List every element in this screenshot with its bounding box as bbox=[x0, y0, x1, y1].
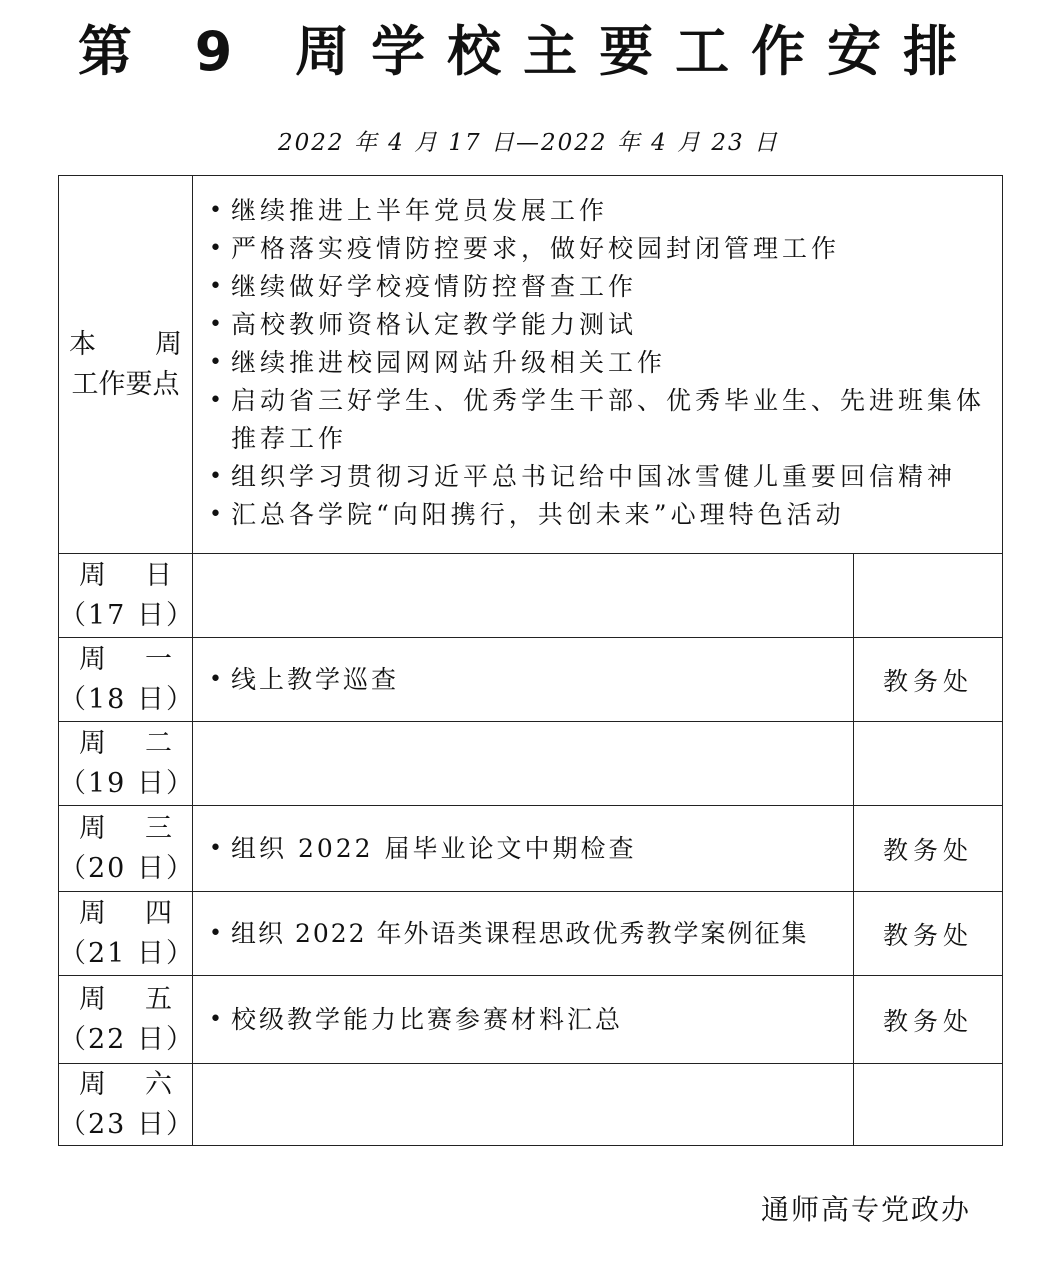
day-label bbox=[59, 554, 193, 638]
key-points-label bbox=[59, 176, 193, 554]
day-item-cell bbox=[193, 976, 854, 1064]
day-dept-cell bbox=[854, 1064, 1003, 1146]
day-row-monday bbox=[59, 638, 1003, 722]
schedule-table bbox=[58, 175, 1003, 1146]
day-item-cell bbox=[193, 1064, 854, 1146]
key-point-item: • 继续推进上半年党员发展工作 bbox=[207, 192, 996, 230]
key-points-cell bbox=[193, 176, 1003, 554]
key-point-item: • 启动省三好学生、优秀学生干部、优秀毕业生、先进班集体推荐工作 bbox=[207, 382, 996, 458]
key-points-row bbox=[59, 176, 1003, 554]
day-name: 日 bbox=[145, 559, 172, 591]
issuer-signature: 通师高专党政办 bbox=[760, 1193, 971, 1226]
day-date: （19 日） bbox=[59, 767, 195, 799]
key-points-list bbox=[207, 192, 996, 534]
day-week: 周 bbox=[79, 559, 106, 591]
day-name: 一 bbox=[145, 643, 172, 675]
day-dept-cell bbox=[854, 554, 1003, 638]
day-date: （17 日） bbox=[59, 599, 195, 631]
day-week: 周 bbox=[79, 727, 106, 759]
day-label bbox=[59, 892, 193, 976]
day-label bbox=[59, 1064, 193, 1146]
day-label bbox=[59, 722, 193, 806]
day-week: 周 bbox=[79, 983, 106, 1015]
day-name: 五 bbox=[145, 983, 172, 1015]
day-item-cell bbox=[193, 806, 854, 892]
day-date: （23 日） bbox=[59, 1108, 195, 1140]
day-row-wednesday bbox=[59, 806, 1003, 892]
page-title: 第 9 周学校主要工作安排 bbox=[77, 20, 980, 83]
day-row-sunday bbox=[59, 554, 1003, 638]
day-date: （21 日） bbox=[59, 937, 195, 969]
day-item: • 组织 2022 年外语类课程思政优秀教学案例征集 bbox=[207, 915, 853, 953]
day-item: • 线上教学巡查 bbox=[207, 661, 853, 699]
day-dept: 教务处 bbox=[854, 976, 1003, 1064]
key-point-item: • 严格落实疫情防控要求，做好校园封闭管理工作 bbox=[207, 230, 996, 268]
day-row-saturday bbox=[59, 1064, 1003, 1146]
day-row-thursday bbox=[59, 892, 1003, 976]
day-dept-cell bbox=[854, 722, 1003, 806]
day-date: （18 日） bbox=[59, 683, 195, 715]
day-label bbox=[59, 806, 193, 892]
day-name: 二 bbox=[145, 727, 172, 759]
day-week: 周 bbox=[79, 812, 106, 844]
key-points-label-line2: 工作要点 bbox=[71, 368, 180, 400]
day-week: 周 bbox=[79, 643, 106, 675]
day-name: 四 bbox=[145, 897, 172, 929]
day-week: 周 bbox=[79, 897, 106, 929]
day-name: 六 bbox=[145, 1068, 172, 1100]
key-points-label-part2: 周 bbox=[155, 328, 182, 360]
key-point-item: • 继续做好学校疫情防控督查工作 bbox=[207, 268, 996, 306]
key-points-label-part1: 本 bbox=[69, 328, 96, 360]
day-name: 三 bbox=[145, 812, 172, 844]
date-range: 2022 年 4 月 17 日—2022 年 4 月 23 日 bbox=[278, 130, 779, 156]
day-item-cell bbox=[193, 638, 854, 722]
day-item-cell bbox=[193, 722, 854, 806]
day-row-tuesday bbox=[59, 722, 1003, 806]
day-row-friday bbox=[59, 976, 1003, 1064]
day-label bbox=[59, 638, 193, 722]
key-point-item: • 汇总各学院“向阳携行，共创未来”心理特色活动 bbox=[207, 496, 996, 534]
key-point-item: • 组织学习贯彻习近平总书记给中国冰雪健儿重要回信精神 bbox=[207, 458, 996, 496]
day-item-cell bbox=[193, 892, 854, 976]
day-item: • 组织 2022 届毕业论文中期检查 bbox=[207, 830, 853, 868]
key-point-item: • 高校教师资格认定教学能力测试 bbox=[207, 306, 996, 344]
day-label bbox=[59, 976, 193, 1064]
day-dept: 教务处 bbox=[854, 638, 1003, 722]
key-point-item: • 继续推进校园网网站升级相关工作 bbox=[207, 344, 996, 382]
day-date: （20 日） bbox=[59, 852, 195, 884]
day-dept: 教务处 bbox=[854, 892, 1003, 976]
day-item: • 校级教学能力比赛参赛材料汇总 bbox=[207, 1001, 853, 1039]
day-week: 周 bbox=[79, 1068, 106, 1100]
day-date: （22 日） bbox=[59, 1023, 195, 1055]
day-dept: 教务处 bbox=[854, 806, 1003, 892]
day-item-cell bbox=[193, 554, 854, 638]
